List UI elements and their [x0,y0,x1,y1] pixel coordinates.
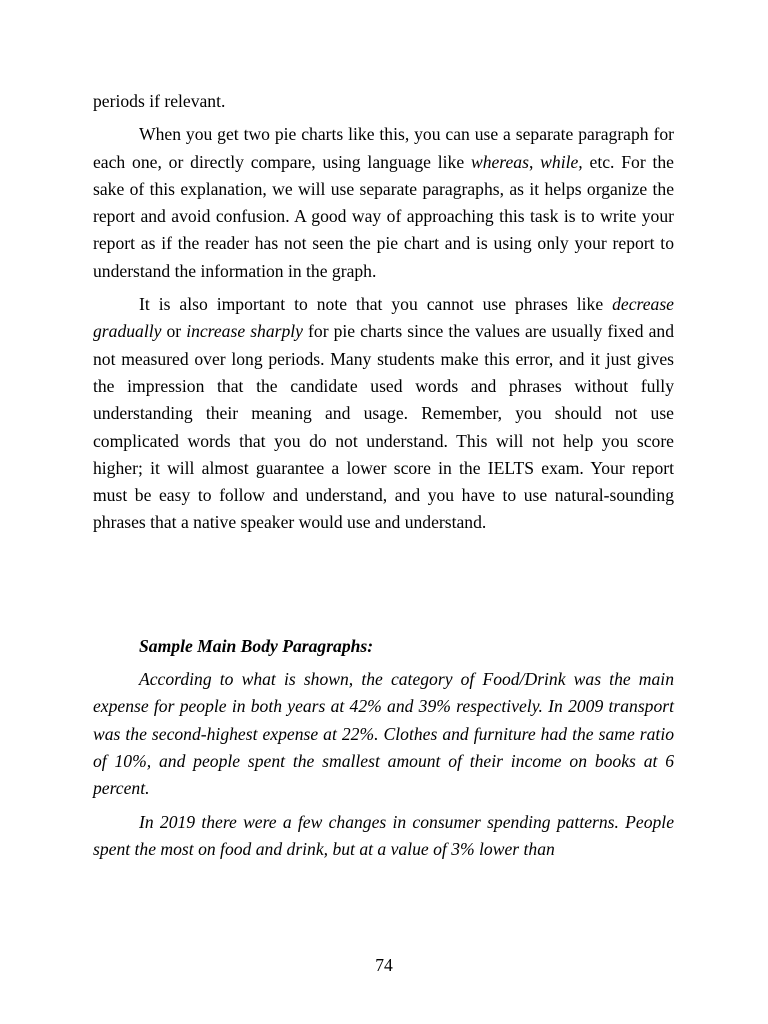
paragraph-two-pie-charts [93,121,674,285]
text-run: When you get two pie charts like this, you can use a separate paragraph for each one, or directly compare, using language like [93,124,674,172]
italic-term-increase-sharply: increase sharply [186,321,303,342]
paragraph-continuation: periods if relevant. [93,91,226,111]
text-run: It is also important to note that you cannot use phrases like [139,294,613,315]
section-heading: Sample Main Body Paragraphs: [139,635,374,656]
page-number: 74 [375,955,393,975]
text-run: for pie charts since the values are usually fixed and not measured over long periods. Many students make this error, and it just gives the impression that the candidate used words and phrases without fully understanding their meaning and usage. Remember, you should not use complicated words that you do not understand. This will not help you score higher; it will almost guarantee a lower score in the IELTS exam. Your report must be easy to follow and understand, and you have to use natural-sounding phrases that a native speaker would use and understand. [93,321,674,533]
italic-term-whereas: whereas [470,151,529,172]
sample-paragraph-1: According to what is shown, the category of Food/Drink was the main expense for people in both years at 42% and 39% respectively. In 2009 transport was the second-highest expense at 22%. Clothes and furniture had the same ratio of 10%, and people spent the smallest amount of their income on books at 6 percent. [93,669,674,799]
italic-term-decrease-gradually: decrease gradually [93,294,674,342]
text-run: etc. For the sake of this explanation, we will use separate paragraphs, as it helps organize the report and avoid confusion. A good way of approaching this task is to write your report as if the reader has not seen the pie chart and is using only your report to understand the information in the graph. [93,151,674,281]
italic-term-while: while, [540,151,583,172]
text-run: , [528,151,541,172]
text-run: or [161,321,187,342]
page-content [93,88,674,869]
sample-paragraph-2: In 2019 there were a few changes in consumer spending patterns. People spent the most on food and drink, but at a value of 3% lower than [93,811,674,859]
paragraph-phrases-note [93,291,674,537]
section-spacer [93,543,674,633]
